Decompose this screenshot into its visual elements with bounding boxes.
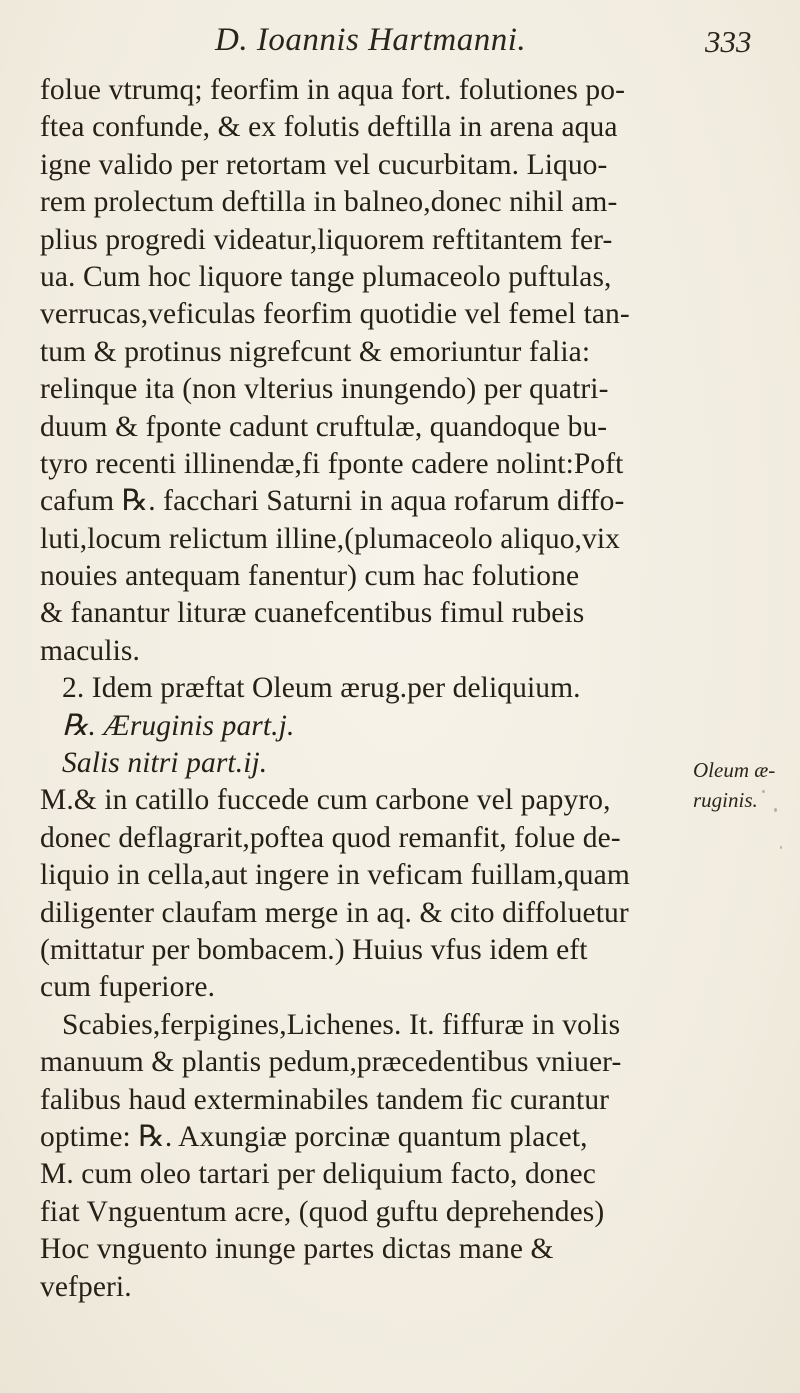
text-line: igne valido per retortam vel cucurbitam. Liquo-: [40, 148, 608, 181]
text-line: tyro recenti illinendæ,fi fponte cadere nolint:Poft: [40, 447, 624, 480]
text-line: (mittatur per bombacem.) Huius vfus idem eft: [40, 933, 588, 966]
text-line: duum & fponte cadunt cruftulæ, quandoque bu-: [40, 410, 608, 443]
page-number: 333: [705, 24, 752, 59]
text-line: nouies antequam fanentur) cum hac folutione: [40, 560, 580, 593]
text-line: diligenter claufam merge in aq. & cito diffoluetur: [40, 896, 629, 929]
body-text: [40, 72, 680, 1306]
margin-note-line: Oleum æ-: [693, 758, 776, 782]
page-header: [0, 20, 800, 60]
text-line: ua. Cum hoc liquore tange plumaceolo puftulas,: [40, 260, 612, 293]
print-specks: [740, 760, 790, 880]
section-heading: Scabies,ferpigines,Lichenes. It. fiffuræ in volis: [62, 1008, 621, 1041]
margin-note-line: ruginis.: [693, 788, 758, 812]
text-line: liquio in cella,aut ingere in veficam fuillam,quam: [40, 859, 630, 892]
ink-speck: [762, 790, 765, 793]
ink-speck: [774, 808, 777, 812]
text-line: plius progredi videatur,liquorem reftitantem fer-: [40, 223, 613, 256]
text-line: luti,locum relictum illine,(plumaceolo aliquo,vix: [40, 522, 621, 555]
text-line: donec deflagrarit,poftea quod remanfit, folue de-: [40, 821, 621, 854]
text-line: fiat Vnguentum acre, (quod guftu deprehendes): [40, 1195, 605, 1228]
text-line: M. cum oleo tartari per deliquium facto, donec: [40, 1158, 596, 1191]
text-line: cafum ℞. facchari Saturni in aqua rofarum diffo-: [40, 485, 625, 518]
text-line: ftea confunde, & ex folutis deftilla in arena aqua: [40, 111, 618, 144]
text-line: maculis.: [40, 634, 140, 667]
text-line: optime: ℞. Axungiæ porcinæ quantum placet,: [40, 1120, 588, 1153]
text-line: rem prolectum deftilla in balneo,donec nihil am-: [40, 186, 618, 219]
text-line: & fanantur lituræ cuanefcentibus fimul rubeis: [40, 597, 585, 630]
text-line: vefperi.: [40, 1270, 132, 1303]
ink-speck: [780, 846, 782, 849]
text-line: tum & protinus nigrefcunt & emoriuntur falia:: [40, 335, 591, 368]
text-line: manuum & plantis pedum,præcedentibus vniuer-: [40, 1046, 622, 1079]
text-line: verrucas,veficulas feorfim quotidie vel femel tan-: [40, 298, 630, 331]
text-line: M.& in catillo fuccede cum carbone vel papyro,: [40, 784, 611, 817]
text-line: folue vtrumq; feorfim in aqua fort. folutiones po-: [40, 74, 626, 106]
text-line: Hoc vnguento inunge partes dictas mane &: [40, 1233, 554, 1266]
recipe-heading: 2. Idem præftat Oleum ærug.per deliquium.: [62, 672, 581, 705]
running-head: D. Ioannis Hartmanni.: [215, 22, 527, 58]
text-line: relinque ita (non vlterius inungendo) per quatri-: [40, 373, 609, 406]
text-line: falibus haud exterminabiles tandem fic curantur: [40, 1083, 610, 1116]
text-line: cum fuperiore.: [40, 971, 216, 1004]
recipe-ingredient: Salis nitri part.ij.: [62, 747, 268, 780]
recipe-ingredient: ℞. Æruginis part.j.: [62, 709, 295, 742]
